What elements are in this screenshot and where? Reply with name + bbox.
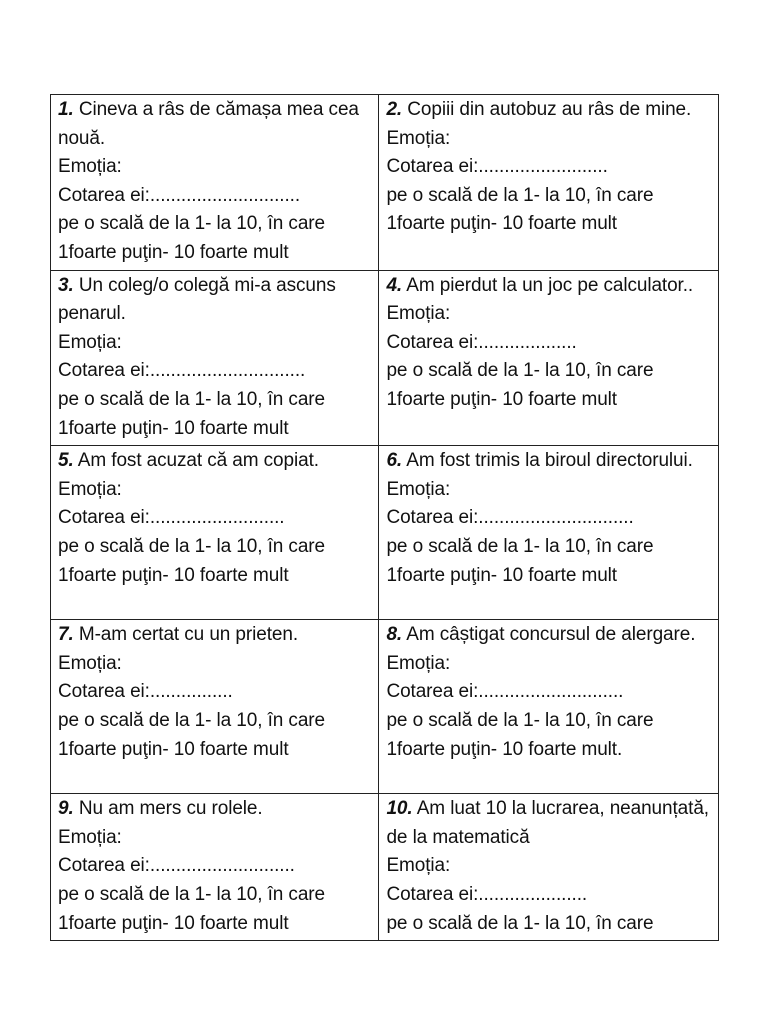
card-rating-line: Cotarea ei:............................ [386,681,624,703]
card-situation [58,621,372,650]
card-scale-legend: 1foarte puţin- 10 foarte mult [58,912,289,934]
card-number: 5. [58,450,74,472]
card-situation-text: Am pierdut la un joc pe calculator.. [406,274,694,296]
card-scale-text: pe o scală de la 1- la 10, în care [386,184,654,206]
table-row [51,95,719,271]
card-number: 4. [386,274,403,296]
card-number: 10. [386,798,413,820]
card-rating-line: Cotarea ei:............................ [58,855,295,877]
card-emotion-label: Emoția: [386,855,451,877]
card-situation [58,795,372,824]
card-emotion-label: Emoția: [386,652,451,674]
card-emotion-label: Emoția: [386,127,451,149]
card-situation-text: M-am certat cu un prieten. [78,624,299,646]
emotion-card-3 [51,270,379,446]
emotion-cards-table [50,94,719,941]
card-rating-line: Cotarea ei:................ [58,681,233,703]
card-scale-text: pe o scală de la 1- la 10, în care [58,535,325,557]
emotion-card-1 [51,95,379,271]
card-situation-text: Un coleg/o colegă mi-a ascuns penarul. [58,274,336,325]
card-situation-text: Am fost trimis la biroul directorului. [406,450,693,472]
card-rating-line: Cotarea ei:..................... [386,883,588,905]
table-row [51,794,719,941]
card-scale-text: pe o scală de la 1- la 10, în care [386,535,654,557]
card-emotion-label: Emoția: [58,652,122,674]
card-emotion-label: Emoția: [58,478,122,500]
emotion-card-7 [51,620,379,794]
card-scale-legend: 1foarte puţin- 10 foarte mult [58,417,289,439]
card-scale-legend: 1foarte puţin- 10 foarte mult [386,388,617,410]
emotion-card-8 [379,620,719,794]
card-scale-text: pe o scală de la 1- la 10, în care [58,388,325,410]
card-situation [58,447,372,476]
card-emotion-label: Emoția: [58,826,122,848]
card-situation [58,96,372,153]
table-row [51,446,719,620]
emotion-card-2 [379,95,719,271]
card-emotion-label: Emoția: [58,156,122,178]
card-situation-text: Nu am mers cu rolele. [78,798,263,820]
card-rating-line: Cotarea ei:.......................... [58,507,285,529]
card-rating-line: Cotarea ei:.............................. [58,360,306,382]
card-scale-text: pe o scală de la 1- la 10, în care [58,213,325,235]
card-rating-line: Cotarea ei:............................. [58,184,301,206]
card-situation [386,795,712,852]
card-number: 2. [386,99,403,120]
card-situation-text: Am fost acuzat că am copiat. [77,450,319,472]
card-scale-text: pe o scală de la 1- la 10, în care [386,709,654,731]
card-scale-text: pe o scală de la 1- la 10, în care [58,709,325,731]
emotion-card-10 [379,794,719,941]
card-situation [386,621,712,650]
card-scale-text: pe o scală de la 1- la 10, în care [58,883,325,905]
card-number: 8. [386,624,403,646]
card-situation-text: Copiii din autobuz au râs de mine. [407,99,692,120]
card-rating-line: Cotarea ei:.............................. [386,507,634,529]
emotion-card-6 [379,446,719,620]
card-emotion-label: Emoția: [58,331,122,353]
card-emotion-label: Emoția: [386,478,451,500]
card-situation [58,272,372,329]
card-situation [386,447,712,476]
card-scale-legend: 1foarte puţin- 10 foarte mult. [386,738,623,760]
card-situation-text: Cineva a râs de cămașa mea cea nouă. [58,99,359,149]
table-row [51,270,719,446]
card-rating-line: Cotarea ei:......................... [386,156,608,178]
card-scale-text: pe o scală de la 1- la 10, în care [386,360,654,382]
card-number: 1. [58,99,74,120]
card-situation-text: Am câștigat concursul de alergare. [406,624,696,646]
card-scale-text: pe o scală de la 1- la 10, în care [386,912,654,934]
card-scale-legend: 1foarte puţin- 10 foarte mult [58,564,289,586]
card-scale-legend: 1foarte puţin- 10 foarte mult [58,241,289,263]
card-situation-text: Am luat 10 la lucrarea, neanunțată, de la matematică [386,798,709,848]
card-scale-legend: 1foarte puţin- 10 foarte mult [58,738,289,760]
table-row [51,620,719,794]
emotion-card-4 [379,270,719,446]
card-scale-legend: 1foarte puţin- 10 foarte mult [386,213,617,235]
card-number: 7. [58,624,74,646]
card-number: 9. [58,798,74,820]
card-number: 6. [386,450,403,472]
card-situation [386,272,712,301]
emotion-card-9 [51,794,379,941]
card-rating-line: Cotarea ei:................... [386,331,577,353]
card-emotion-label: Emoția: [386,303,451,325]
card-scale-legend: 1foarte puţin- 10 foarte mult [386,564,617,586]
card-number: 3. [58,274,74,296]
emotion-card-5 [51,446,379,620]
card-situation [386,96,712,125]
